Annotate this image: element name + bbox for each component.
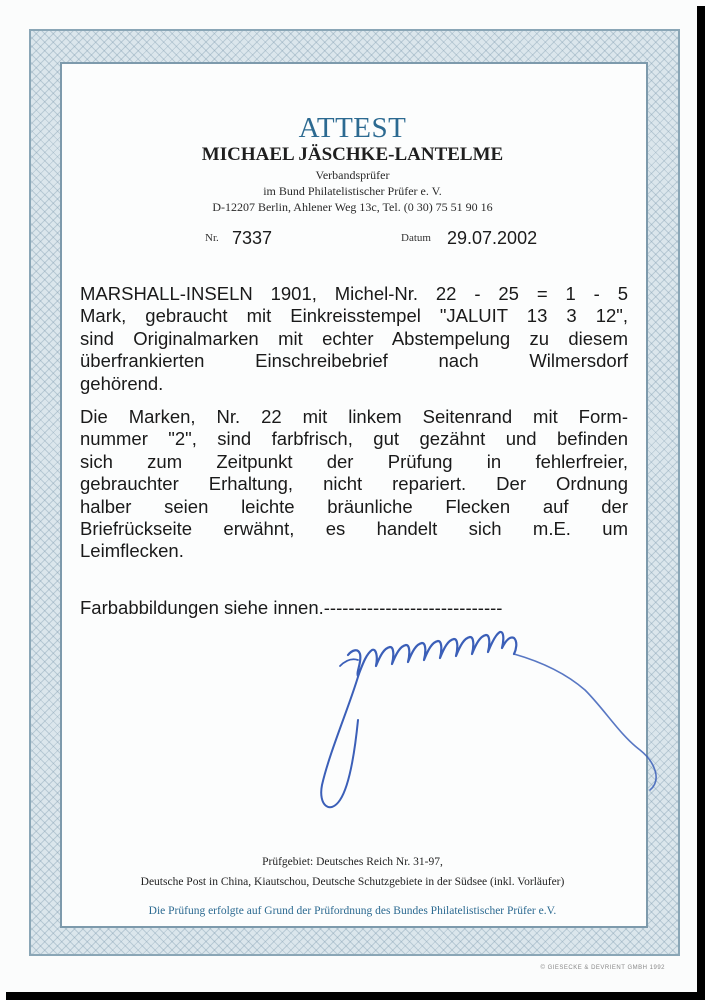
paragraph-line: halber seien leichte bräunliche Flecken auf der bbox=[80, 495, 628, 517]
paragraph-line: Briefrückseite erwähnt, es handelt sich m.E. um bbox=[80, 518, 628, 540]
certificate-date: 29.07.2002 bbox=[447, 228, 538, 248]
examiner-role: Verbandsprüfer bbox=[315, 168, 390, 182]
description-paragraph-1 bbox=[80, 283, 628, 395]
certificate-number: 7337 bbox=[232, 228, 273, 248]
page-shadow-bottom bbox=[6, 992, 705, 1000]
examiner-address: D-12207 Berlin, Ahlener Weg 13c, Tel. (0 30) 75 51 90 16 bbox=[212, 200, 493, 214]
examiner-name: MICHAEL JÄSCHKE-LANTELME bbox=[201, 144, 504, 165]
paragraph-line: sind Originalmarken mit echter Abstempelung zu diesem bbox=[80, 327, 628, 349]
examiner-association: im Bund Philatelistischer Prüfer e. V. bbox=[263, 184, 442, 198]
paragraph-line: überfrankierten Einschreibebrief nach Wilmersdorf bbox=[80, 350, 628, 372]
paragraph-line: MARSHALL-INSELN 1901, Michel-Nr. 22 - 25 = 1 - 5 bbox=[80, 283, 628, 304]
date-label: Datum bbox=[401, 232, 431, 244]
paragraph-line: sich zum Zeitpunkt der Prüfung in fehlerfreier, bbox=[80, 450, 628, 472]
paragraph-line: Leimflecken. bbox=[80, 540, 184, 562]
paragraph-line: gebrauchter Erhaltung, nicht repariert. Der Ordnung bbox=[80, 473, 628, 495]
printer-imprint: © GIESECKE & DEVRIENT GMBH 1992 bbox=[540, 965, 665, 971]
testing-area-details: Deutsche Post in China, Kiautschou, Deutsche Schutzgebiete in der Südsee (inkl. Vorläufer) bbox=[140, 876, 565, 888]
paragraph-line: Farbabbildungen siehe innen.----------------------------- bbox=[80, 597, 503, 618]
paragraph-line: gehörend. bbox=[80, 372, 164, 394]
handwritten-signature bbox=[300, 610, 670, 840]
testing-area: Prüfgebiet: Deutsches Reich Nr. 31-97, bbox=[262, 856, 443, 868]
description-paragraph-2 bbox=[80, 406, 628, 563]
paragraph-line: Die Marken, Nr. 22 mit linkem Seitenrand mit Form- bbox=[80, 406, 628, 427]
testing-regulation-note: Die Prüfung erfolgte auf Grund der Prüfordnung des Bundes Philatelistischer Prüfer e.V. bbox=[148, 905, 557, 917]
document-title: ATTEST bbox=[298, 112, 407, 144]
paragraph-line: nummer "2", sind farbfrisch, gut gezähnt und befinden bbox=[80, 428, 628, 450]
certificate-number-label: Nr. bbox=[205, 232, 219, 244]
paragraph-line: Mark, gebraucht mit Einkreisstempel "JALUIT 13 3 12", bbox=[80, 305, 628, 327]
